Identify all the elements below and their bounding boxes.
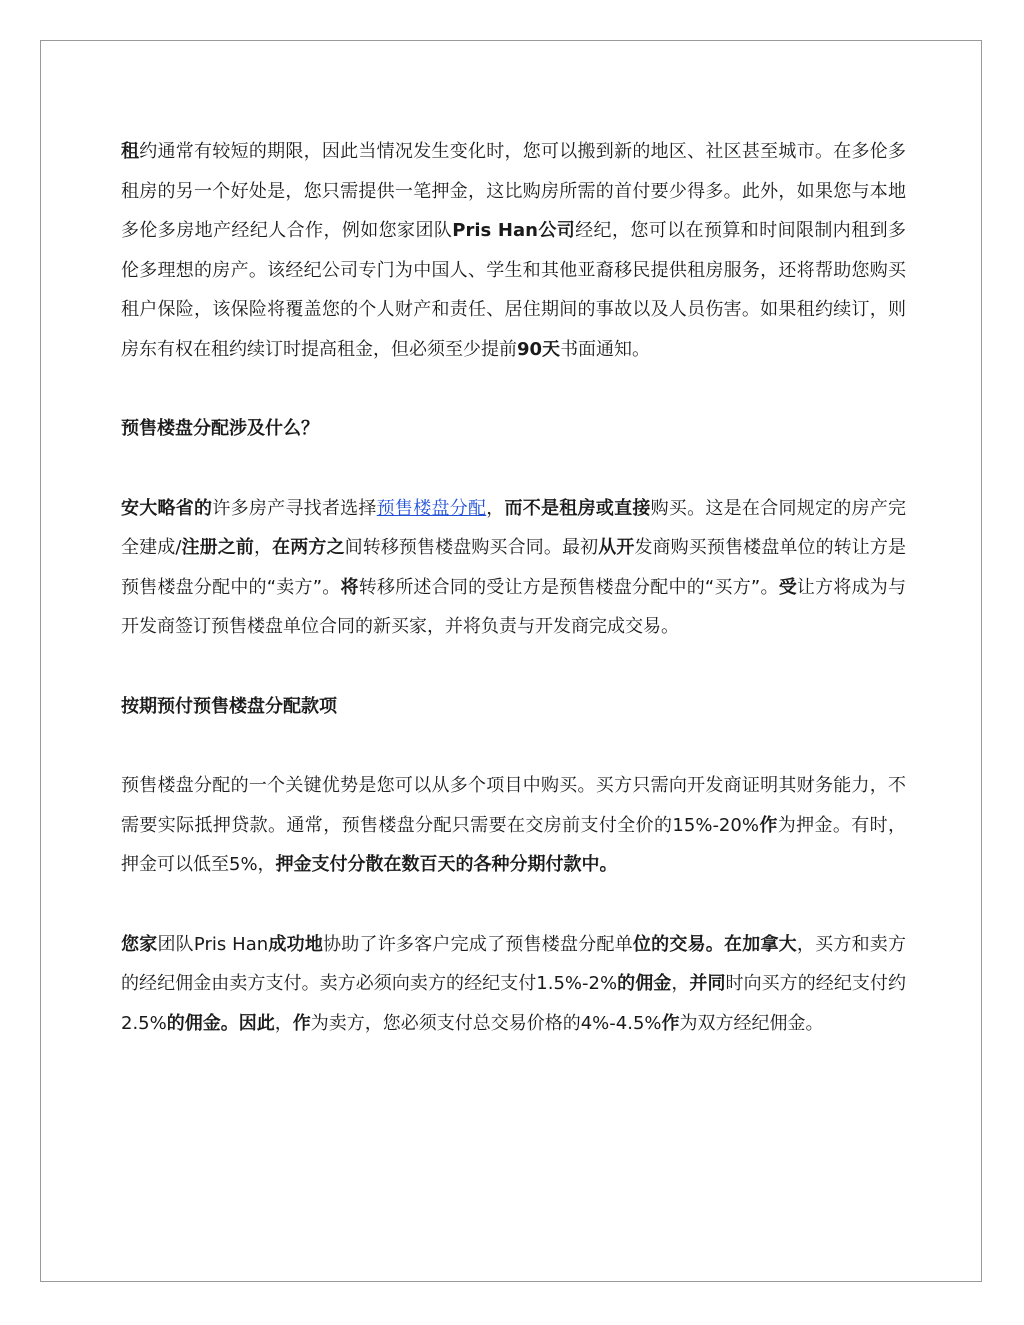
text-span: ， (486, 497, 505, 519)
text-span: 书面通知。 (560, 338, 651, 360)
text-span: 的佣金。因此 (166, 1012, 275, 1034)
document-body (121, 132, 906, 1043)
spacer (121, 449, 906, 489)
text-span: 将 (340, 576, 359, 598)
text-span: 作 (292, 1012, 311, 1034)
text-span: 转移所述合同的受让方是预售楼盘分配中的“买方”。 (358, 576, 779, 598)
text-span: ， (274, 1012, 293, 1034)
text-span: 在两方之 (272, 537, 345, 558)
text-span: 租 (121, 141, 140, 162)
text-span: 购买。这是在合同规定的房产完全建成/ (121, 497, 907, 558)
spacer (121, 647, 906, 687)
text-span: 您家 (121, 933, 158, 955)
text-span: 从开 (598, 537, 635, 558)
paragraph-rental-benefits (121, 132, 906, 369)
text-span: 团队Pris Han (157, 933, 269, 955)
text-span: 而不是租房或直接 (504, 497, 651, 519)
text-span: 约通常有较短的期限，因此当情况发生变化时，您可以搬到新的地区、社区甚至城市。在多伦多租房的另一个好处是，您只需提供一笔押金，这比购房所需的首付要少得多。此外，如果您与本地多伦多房地产经纪人合作，例如您家团队 (121, 141, 906, 241)
text-span: 为押金。有时，押金可以低至5%， (121, 814, 907, 875)
text-span: 安大略省的 (121, 497, 213, 519)
text-span: 预付预售楼盘分配款项 (157, 695, 337, 717)
assignment-link[interactable]: 预售楼盘分配 (376, 497, 487, 519)
spacer (121, 885, 906, 925)
text-span: 为卖方，您必须支付总交易价格的4%-4.5% (310, 1012, 662, 1034)
text-span: ， (671, 973, 690, 994)
text-span: 间转移预售楼盘购买合同。最初 (344, 537, 599, 558)
text-span: 经纪，您可以在预算和时间限制内租到多伦多理想的房产。该经纪公司专门为中国人、学生和其他亚裔移民提供租房服务，还将帮助您购买租户保险，该保险将覆盖您的个人财产和责任、居住期间的事故以及人员伤害。如果租约续订，则房东有权在租约续订时提高租金，但必须至少提前 (121, 220, 907, 360)
text-span: 许多房产寻找者选择 (212, 497, 377, 519)
text-span: 预售楼盘分配的一个关键优势是您可以从多个项目中购买。买方只需向开发商证明其财务能力，不需要实际抵押贷款。通常，预售楼盘分配只需要在交房前支付全价的15%-20% (121, 775, 906, 836)
text-span: 让方将成为与开发商签订预售楼盘单位合同的新买家，并将负责与开发商完成交易。 (121, 576, 907, 637)
text-span: 时向买方的经纪支付约2.5% (121, 973, 907, 1034)
text-span: ， (254, 537, 273, 558)
text-span: 90天 (517, 338, 561, 360)
text-span: 注册之前 (181, 537, 254, 558)
section-heading-assignment: 预售楼盘分配涉及什么？ (121, 418, 319, 439)
paragraph-deposit-details (121, 766, 906, 885)
text-span: 按期 (121, 695, 157, 717)
text-span: ，买方和卖方的经纪佣金由卖方支付。卖方必须向卖方的经纪支付1.5%-2% (121, 933, 907, 994)
spacer (121, 726, 906, 766)
text-span: 的佣金 (617, 973, 672, 994)
text-span: 受 (778, 576, 797, 598)
paragraph-assignment-explained (121, 489, 906, 647)
text-span: 作 (661, 1012, 680, 1034)
text-span: 发商购买预售楼盘单位的转让方是预售楼盘分配中的“卖方”。 (121, 537, 907, 598)
text-span: 成功地 (268, 933, 324, 955)
text-span: 协助了许多客户完成了预售楼盘分配单 (323, 933, 633, 955)
text-span: 为双方经纪佣金。 (679, 1012, 824, 1034)
section-heading-deposits (121, 687, 906, 727)
text-span: Pris Han公司 (452, 220, 576, 241)
text-span: 作 (758, 814, 778, 836)
text-span: 押金支付分散在数百天的各种分期付款中。 (275, 854, 618, 875)
text-span: 位的交易。在加拿大 (632, 933, 797, 955)
spacer (121, 369, 906, 409)
text-span: 并同 (689, 973, 726, 994)
paragraph-commission (121, 925, 906, 1044)
